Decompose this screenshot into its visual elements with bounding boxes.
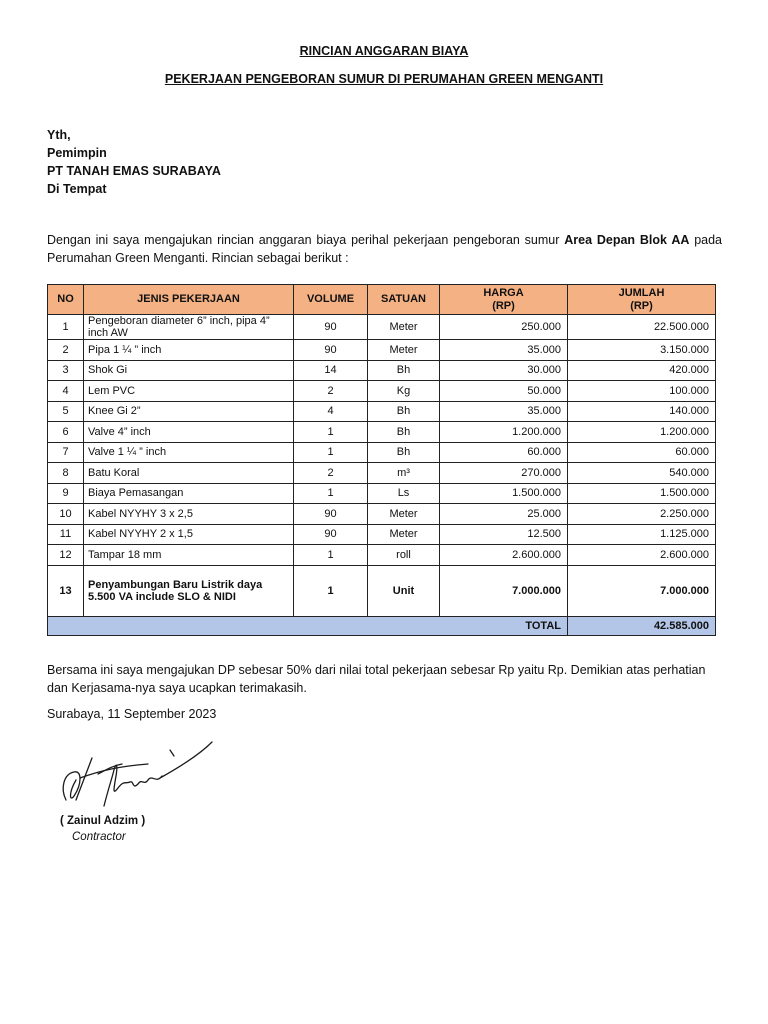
cell-satuan: m³: [368, 463, 440, 484]
header-jumlah-label: JUMLAH: [618, 286, 665, 299]
table-row: [48, 504, 716, 525]
cell-jumlah: 1.200.000: [568, 422, 716, 443]
cell-no: 5: [48, 401, 84, 422]
cell-harga: 7.000.000: [440, 565, 568, 616]
table-row: [48, 483, 716, 504]
cell-no: 7: [48, 442, 84, 463]
cell-no: 1: [48, 315, 84, 340]
header-harga: [440, 285, 568, 315]
handwritten-signature: [52, 740, 222, 820]
header-jumlah-unit: (RP): [630, 299, 653, 312]
cell-jumlah: 540.000: [568, 463, 716, 484]
cell-harga: 30.000: [440, 360, 568, 381]
cell-satuan: Meter: [368, 504, 440, 525]
cell-harga: 250.000: [440, 315, 568, 340]
budget-table: [47, 284, 716, 636]
cell-volume: 4: [294, 401, 368, 422]
cell-volume: 1: [294, 483, 368, 504]
header-no: NO: [48, 285, 84, 315]
cell-satuan: Ls: [368, 483, 440, 504]
table-row: [48, 442, 716, 463]
intro-text-after: pada Perumahan Green Menganti. Rincian sebagai berikut :: [47, 233, 723, 265]
cell-harga: 2.600.000: [440, 545, 568, 566]
header-jenis-pekerjaan: JENIS PEKERJAAN: [84, 285, 294, 315]
cell-satuan: Unit: [368, 565, 440, 616]
cell-jenis: Lem PVC: [84, 381, 294, 402]
cell-harga: 60.000: [440, 442, 568, 463]
document-subtitle: PEKERJAAN PENGEBORAN SUMUR DI PERUMAHAN GREEN MENGANTI: [164, 72, 604, 86]
cell-jumlah: 140.000: [568, 401, 716, 422]
header-harga-unit: (RP): [492, 299, 515, 312]
cell-volume: 1: [294, 442, 368, 463]
cell-no: 9: [48, 483, 84, 504]
table-row: [48, 565, 716, 616]
cell-no: 4: [48, 381, 84, 402]
cell-jumlah: 22.500.000: [568, 315, 716, 340]
cell-volume: 90: [294, 340, 368, 361]
table-row: [48, 401, 716, 422]
cell-volume: 1: [294, 565, 368, 616]
address-block: [47, 126, 221, 198]
cell-satuan: Meter: [368, 524, 440, 545]
cell-satuan: Bh: [368, 442, 440, 463]
cell-jenis: Shok Gi: [84, 360, 294, 381]
table-row: [48, 340, 716, 361]
cell-no: 6: [48, 422, 84, 443]
cell-jumlah: 1.125.000: [568, 524, 716, 545]
address-line-4: Di Tempat: [47, 182, 107, 196]
cell-satuan: Meter: [368, 315, 440, 340]
cell-satuan: roll: [368, 545, 440, 566]
document-title: RINCIAN ANGGARAN BIAYA: [299, 44, 469, 58]
cell-volume: 1: [294, 545, 368, 566]
cell-volume: 1: [294, 422, 368, 443]
cell-jumlah: 7.000.000: [568, 565, 716, 616]
cell-volume: 90: [294, 524, 368, 545]
cell-volume: 14: [294, 360, 368, 381]
cell-harga: 1.200.000: [440, 422, 568, 443]
cell-volume: 90: [294, 315, 368, 340]
cell-jenis: Pipa 1 ¼ ” inch: [84, 340, 294, 361]
place-date: Surabaya, 11 September 2023: [47, 707, 217, 721]
address-line-1: Yth,: [47, 128, 71, 142]
cell-no: 10: [48, 504, 84, 525]
cell-jenis: Tampar 18 mm: [84, 545, 294, 566]
header-harga-label: HARGA: [483, 286, 524, 299]
cell-jumlah: 3.150.000: [568, 340, 716, 361]
total-value: 42.585.000: [568, 616, 716, 635]
cell-harga: 35.000: [440, 340, 568, 361]
table-row: [48, 360, 716, 381]
cell-satuan: Bh: [368, 401, 440, 422]
total-row: [48, 616, 716, 635]
cell-harga: 35.000: [440, 401, 568, 422]
table-row: [48, 545, 716, 566]
cell-jenis: Kabel NYYHY 3 x 2,5: [84, 504, 294, 525]
cell-jumlah: 2.600.000: [568, 545, 716, 566]
header-jumlah: [568, 285, 716, 315]
signer-name: ( Zainul Adzim ): [60, 815, 146, 827]
cell-volume: 2: [294, 381, 368, 402]
cell-harga: 50.000: [440, 381, 568, 402]
cell-volume: 90: [294, 504, 368, 525]
cell-satuan: Meter: [368, 340, 440, 361]
table-header-row: [48, 285, 716, 315]
cell-jumlah: 2.250.000: [568, 504, 716, 525]
cell-jenis: Valve 1 ¼ ” inch: [84, 442, 294, 463]
intro-text-before: Dengan ini saya mengajukan rincian anggaran biaya perihal pekerjaan pengeboran sumur: [47, 233, 565, 247]
cell-jenis: Pengeboran diameter 6” inch, pipa 4” inch AW: [84, 315, 294, 340]
cell-jenis: Kabel NYYHY 2 x 1,5: [84, 524, 294, 545]
header-volume: VOLUME: [294, 285, 368, 315]
closing-paragraph: Bersama ini saya mengajukan DP sebesar 50% dari nilai total pekerjaan sebesar Rp yaitu Rp. Demikian atas perhatian dan Kerjasama-nya saya ucapkan terimakasih.: [47, 663, 706, 695]
address-line-3: PT TANAH EMAS SURABAYA: [47, 164, 221, 178]
cell-no: 13: [48, 565, 84, 616]
cell-jumlah: 1.500.000: [568, 483, 716, 504]
cell-jumlah: 60.000: [568, 442, 716, 463]
table-row: [48, 315, 716, 340]
signer-role: Contractor: [72, 831, 126, 843]
intro-paragraph: [47, 231, 722, 267]
cell-jumlah: 100.000: [568, 381, 716, 402]
table-row: [48, 422, 716, 443]
cell-satuan: Bh: [368, 422, 440, 443]
cell-no: 12: [48, 545, 84, 566]
cell-no: 2: [48, 340, 84, 361]
total-label: TOTAL: [48, 616, 568, 635]
cell-harga: 25.000: [440, 504, 568, 525]
cell-jumlah: 420.000: [568, 360, 716, 381]
cell-no: 3: [48, 360, 84, 381]
table-row: [48, 463, 716, 484]
cell-harga: 1.500.000: [440, 483, 568, 504]
table-row: [48, 524, 716, 545]
intro-highlight: Area Depan Blok AA: [564, 233, 690, 247]
table-row: [48, 381, 716, 402]
cell-satuan: Kg: [368, 381, 440, 402]
cell-jenis: Valve 4” inch: [84, 422, 294, 443]
cell-jenis: Knee Gi 2”: [84, 401, 294, 422]
cell-jenis: Batu Koral: [84, 463, 294, 484]
cell-volume: 2: [294, 463, 368, 484]
cell-no: 8: [48, 463, 84, 484]
cell-harga: 12.500: [440, 524, 568, 545]
cell-no: 11: [48, 524, 84, 545]
address-line-2: Pemimpin: [47, 146, 107, 160]
cell-harga: 270.000: [440, 463, 568, 484]
header-satuan: SATUAN: [368, 285, 440, 315]
cell-jenis: Biaya Pemasangan: [84, 483, 294, 504]
cell-satuan: Bh: [368, 360, 440, 381]
cell-jenis: Penyambungan Baru Listrik daya 5.500 VA include SLO & NIDI: [84, 565, 294, 616]
